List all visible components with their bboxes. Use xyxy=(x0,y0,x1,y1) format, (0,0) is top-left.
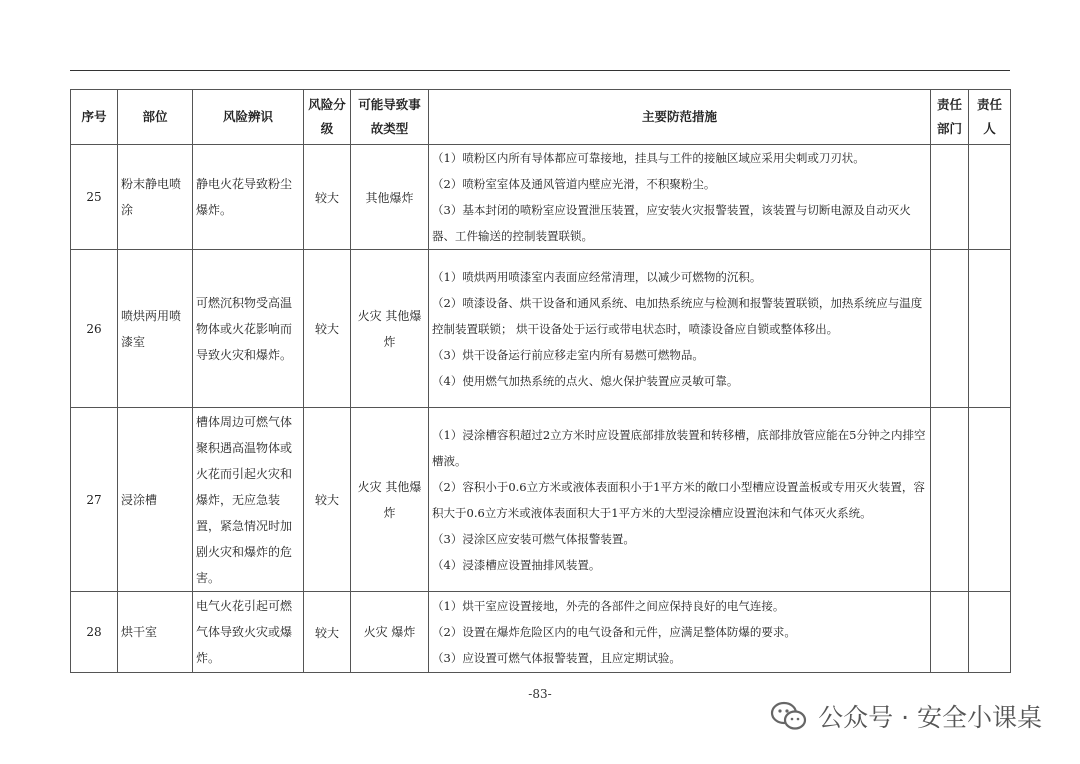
measure-item: （4）浸漆槽应设置抽排风装置。 xyxy=(432,557,601,572)
measure-item: （2）喷粉室室体及通风管道内壁应光滑，不积聚粉尘。 xyxy=(432,177,716,191)
measure-item: （2）容积小于0.6立方米或液体表面积小于1平方米的敞口小型槽应设置盖板或专用灭火装置，容积大于0.6立方米或液体表面积大于1平方米的大型浸涂槽应设置泡沫和气体灭火系统。 xyxy=(432,479,925,520)
table-row xyxy=(71,592,1011,673)
measure-item: （3）浸涂区应安装可燃气体报警装置。 xyxy=(432,531,635,546)
col-header-risk: 风险辨识 xyxy=(193,90,304,145)
row-level: 较大 xyxy=(304,145,351,250)
row-accident: 其他爆炸 xyxy=(351,145,429,250)
measure-item: （3）基本封闭的喷粉室应设置泄压装置，应安装火灾报警装置，该装置与切断电源及自动灭火器、工件输送的控制装置联锁。 xyxy=(432,203,911,243)
row-measures xyxy=(429,145,931,250)
row-no: 27 xyxy=(71,408,118,592)
measure-item: （3）烘干设备运行前应移走室内所有易燃可燃物品。 xyxy=(432,347,704,362)
wechat-icon xyxy=(770,700,808,732)
row-level: 较大 xyxy=(304,592,351,673)
measure-item: （1）喷烘两用喷漆室内表面应经常清理，以减少可燃物的沉积。 xyxy=(432,269,762,284)
row-person xyxy=(969,250,1011,408)
row-measures xyxy=(429,408,931,592)
measure-item: （1）烘干室应设置接地，外壳的各部件之间应保持良好的电气连接。 xyxy=(432,599,785,613)
col-header-no: 序号 xyxy=(71,90,118,145)
row-dept xyxy=(931,592,969,673)
row-no: 25 xyxy=(71,145,118,250)
measure-item: （1）喷粉区内所有导体都应可靠接地，挂具与工件的接触区域应采用尖刺或刀刃状。 xyxy=(432,151,865,165)
row-accident: 火灾 爆炸 xyxy=(351,592,429,673)
row-measures xyxy=(429,250,931,408)
row-part: 烘干室 xyxy=(118,592,193,673)
header-rule xyxy=(70,70,1010,71)
measure-item: （2）喷漆设备、烘干设备和通风系统、电加热系统应与检测和报警装置联锁，加热系统应与温度控制装置联锁； 烘干设备处于运行或带电状态时，喷漆设备应自锁或整体移出。 xyxy=(432,295,923,336)
row-person xyxy=(969,592,1011,673)
row-part: 粉末静电喷涂 xyxy=(118,145,193,250)
risk-table xyxy=(70,89,1011,673)
col-header-dept: 责任部门 xyxy=(931,90,969,145)
row-level: 较大 xyxy=(304,250,351,408)
row-accident: 火灾 其他爆炸 xyxy=(351,408,429,592)
table-row xyxy=(71,250,1011,408)
row-risk: 静电火花导致粉尘爆炸。 xyxy=(193,145,304,250)
table-header-row xyxy=(71,90,1011,145)
measure-item: （1）浸涂槽容积超过2立方米时应设置底部排放装置和转移槽，底部排放管应能在5分钟之内排空槽液。 xyxy=(432,427,926,468)
row-dept xyxy=(931,250,969,408)
col-header-measures: 主要防范措施 xyxy=(429,90,931,145)
watermark-text: 公众号 · 安全小课桌 xyxy=(818,703,1042,732)
page-number: -83- xyxy=(528,687,552,701)
table-row xyxy=(71,408,1011,592)
row-no: 26 xyxy=(71,250,118,408)
table-row xyxy=(71,145,1011,250)
row-person xyxy=(969,145,1011,250)
row-risk: 槽体周边可燃气体聚积遇高温物体或火花而引起火灾和爆炸，无应急装置，紧急情况时加剧火灾和爆炸的危害。 xyxy=(193,408,304,592)
measure-item: （2）设置在爆炸危险区内的电气设备和元件，应满足整体防爆的要求。 xyxy=(432,625,796,639)
col-header-person: 责任人 xyxy=(969,90,1011,145)
row-part: 喷烘两用喷漆室 xyxy=(118,250,193,408)
row-no: 28 xyxy=(71,592,118,673)
col-header-accident: 可能导致事故类型 xyxy=(351,90,429,145)
watermark xyxy=(770,698,1042,734)
row-risk: 可燃沉积物受高温物体或火花影响而导致火灾和爆炸。 xyxy=(193,250,304,408)
row-person xyxy=(969,408,1011,592)
row-dept xyxy=(931,408,969,592)
row-measures xyxy=(429,592,931,673)
row-dept xyxy=(931,145,969,250)
row-accident: 火灾 其他爆炸 xyxy=(351,250,429,408)
row-part: 浸涂槽 xyxy=(118,408,193,592)
row-level: 较大 xyxy=(304,408,351,592)
measure-item: （4）使用燃气加热系统的点火、熄火保护装置应灵敏可靠。 xyxy=(432,373,739,388)
col-header-part: 部位 xyxy=(118,90,193,145)
row-risk: 电气火花引起可燃气体导致火灾或爆炸。 xyxy=(193,592,304,673)
col-header-level: 风险分级 xyxy=(304,90,351,145)
measure-item: （3）应设置可燃气体报警装置，且应定期试验。 xyxy=(432,651,681,665)
